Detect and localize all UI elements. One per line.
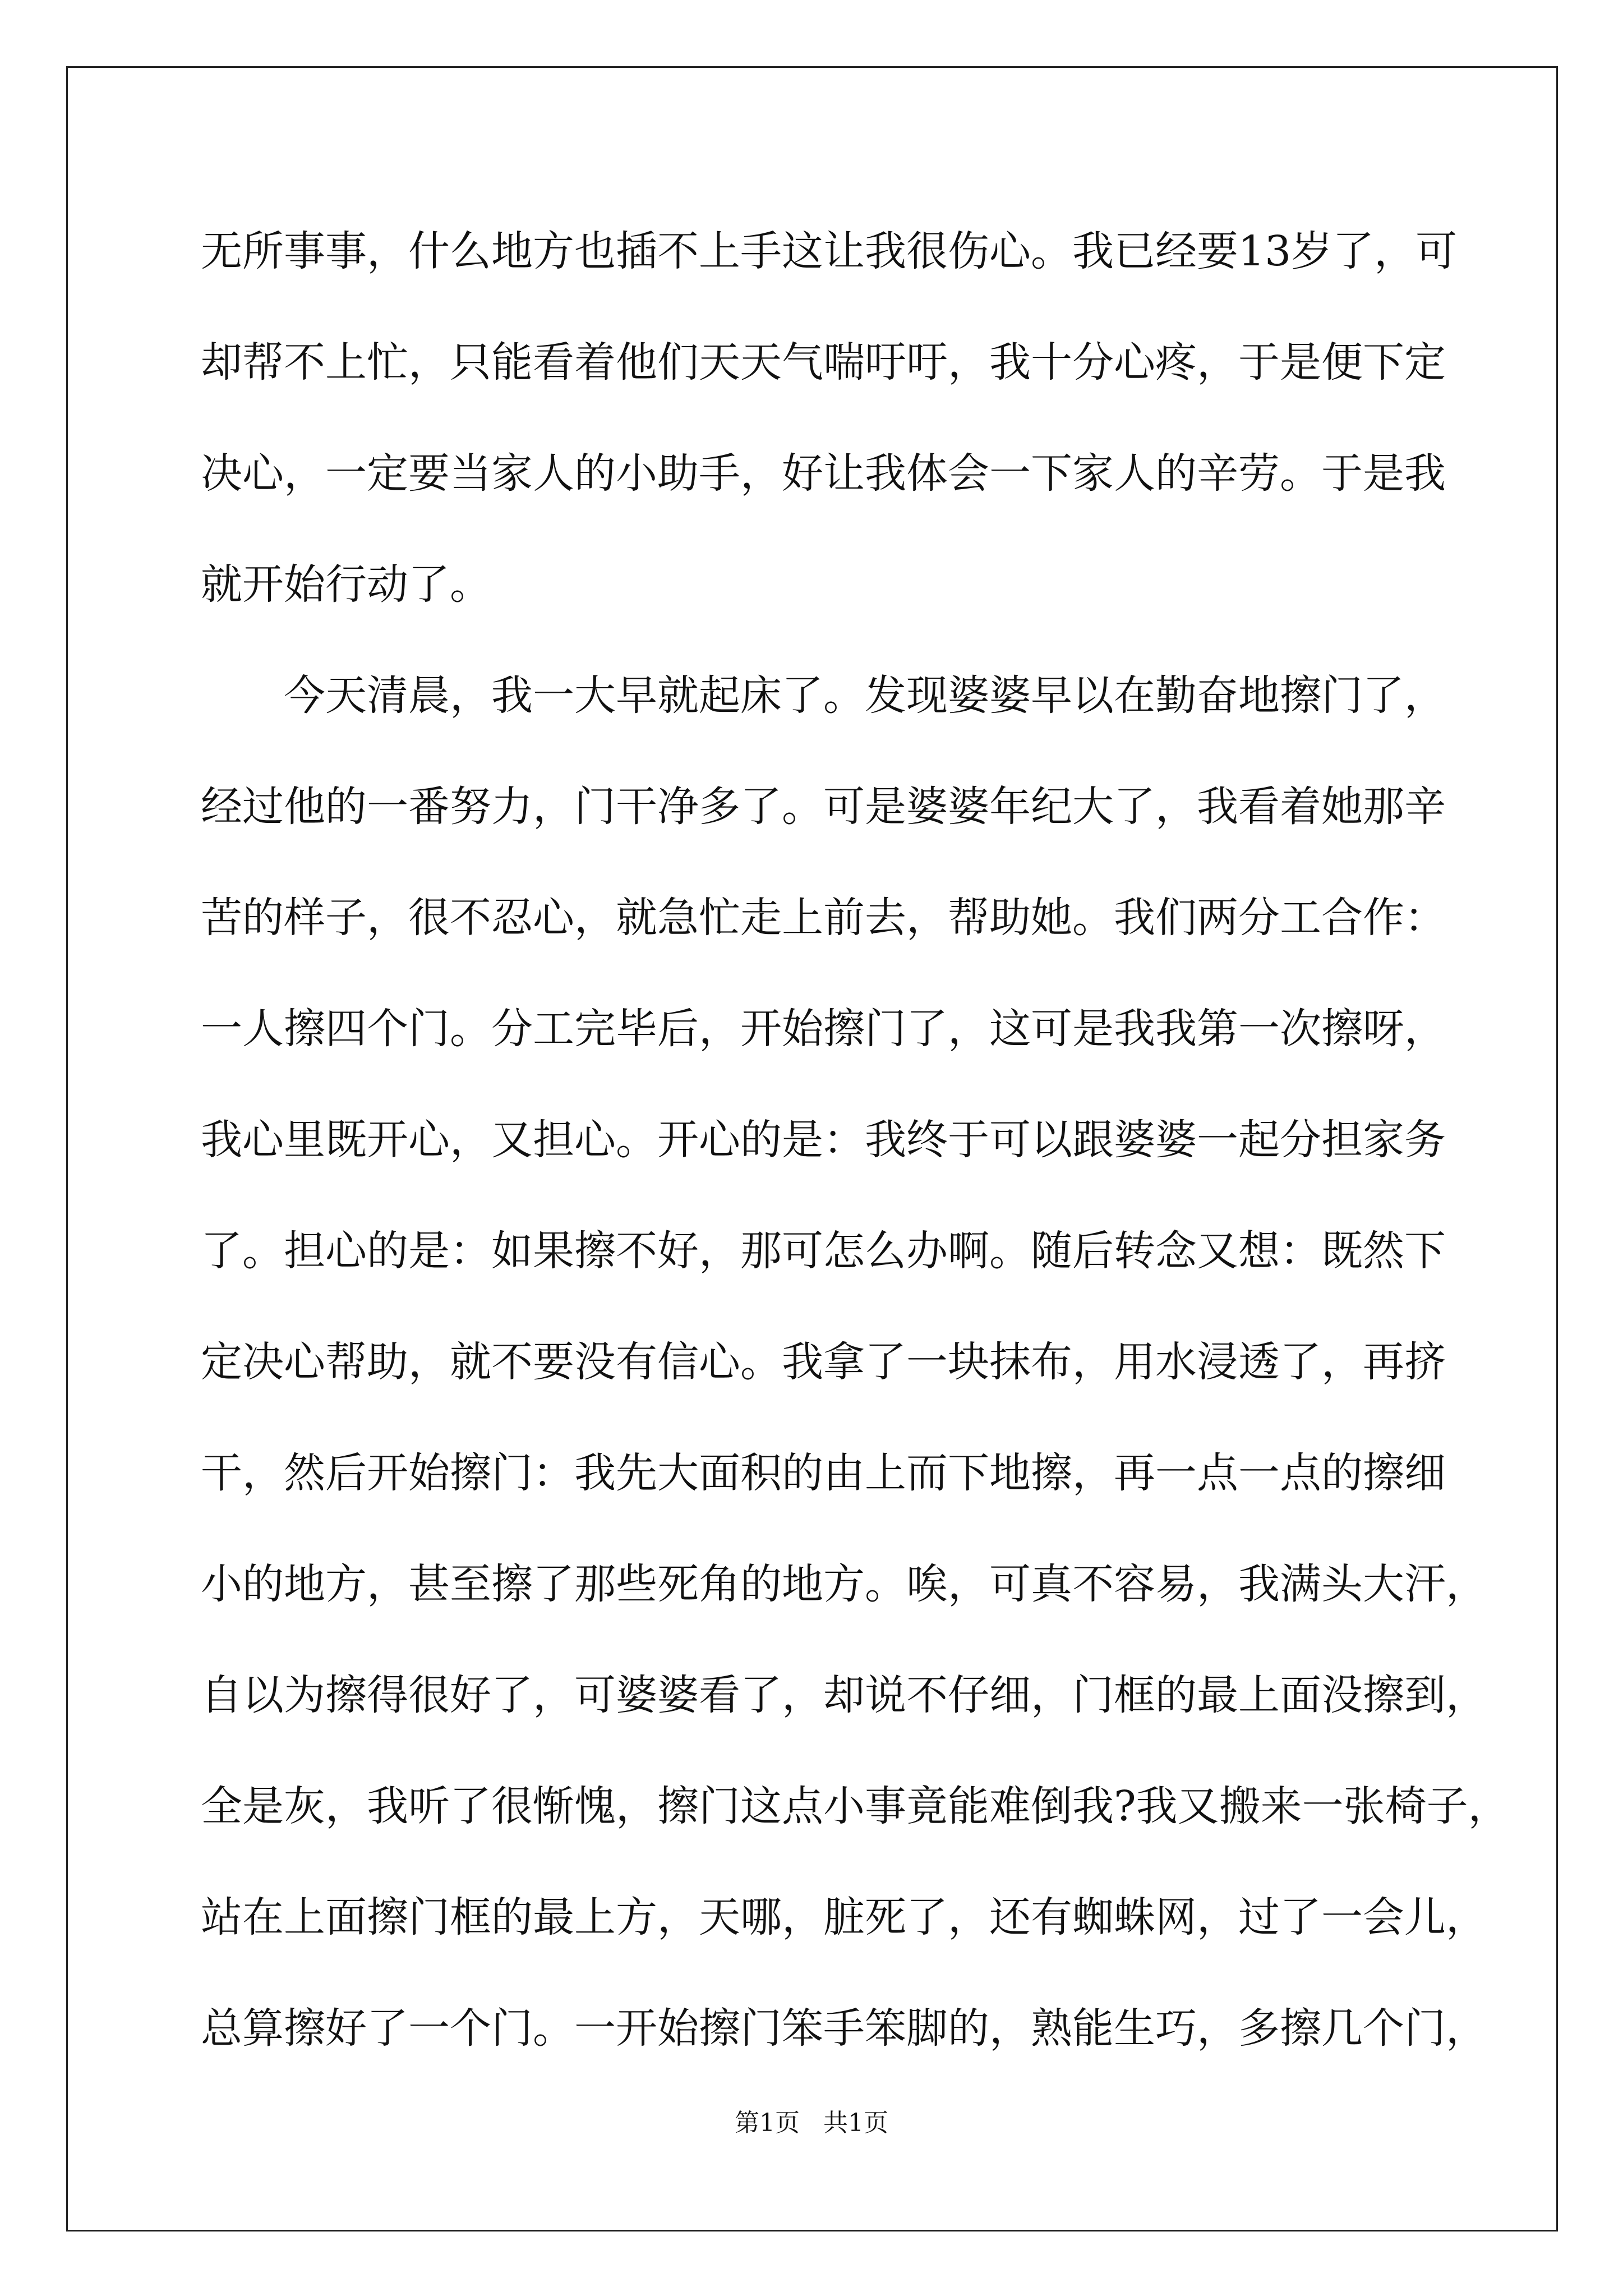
- text-line: 今天清晨，我一大早就起床了。发现婆婆早以在勤奋地擦门了，: [201, 671, 1446, 720]
- text-line: 干，然后开始擦门：我先大面积的由上而下地擦，再一点一点的擦细: [201, 1449, 1446, 1497]
- page-footer: 第1页 共1页: [735, 2109, 888, 2137]
- text-line: 了。担心的是：如果擦不好，那可怎么办啊。随后转念又想：既然下: [201, 1227, 1446, 1275]
- text-line: 苦的样子，很不忍心，就急忙走上前去，帮助她。我们两分工合作：: [201, 894, 1446, 942]
- text-line: 站在上面擦门框的最上方，天哪，脏死了，还有蜘蛛网，过了一会儿，: [201, 1893, 1487, 1941]
- text-line: 一人擦四个门。分工完毕后，开始擦门了，这可是我我第一次擦呀，: [201, 1005, 1446, 1053]
- text-line: 我心里既开心，又担心。开心的是：我终于可以跟婆婆一起分担家务: [201, 1116, 1446, 1164]
- text-line: 无所事事，什么地方也插不上手这让我很伤心。我已经要13岁了，可: [201, 227, 1458, 275]
- text-line: 经过他的一番努力，门干净多了。可是婆婆年纪大了，我看着她那辛: [201, 783, 1446, 831]
- text-line: 决心，一定要当家人的小助手，好让我体会一下家人的辛劳。于是我: [201, 449, 1446, 498]
- text-line: 全是灰，我听了很惭愧，擦门这点小事竟能难倒我?我又搬来一张椅子，: [201, 1782, 1510, 1830]
- text-line: 总算擦好了一个门。一开始擦门笨手笨脚的，熟能生巧，多擦几个门，: [201, 2004, 1487, 2053]
- text-line: 就开始行动了。: [201, 560, 491, 609]
- text-line: 小的地方，甚至擦了那些死角的地方。唉，可真不容易，我满头大汗，: [201, 1560, 1487, 1608]
- text-line: 自以为擦得很好了，可婆婆看了，却说不仔细，门框的最上面没擦到，: [201, 1671, 1487, 1719]
- text-line: 却帮不上忙，只能看着他们天天气喘吁吁，我十分心疼，于是便下定: [201, 338, 1446, 386]
- text-line: 定决心帮助，就不要没有信心。我拿了一块抹布，用水浸透了，再挤: [201, 1338, 1446, 1386]
